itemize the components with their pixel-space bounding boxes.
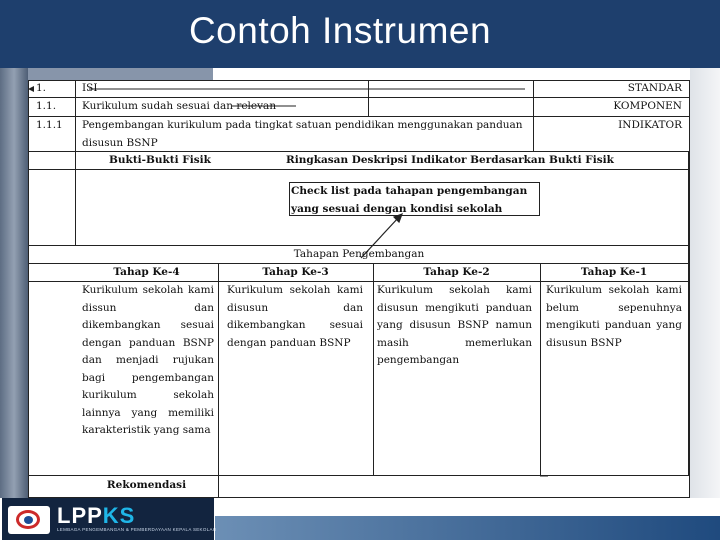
stage-2-label: Tahap Ke-2 xyxy=(423,266,490,278)
row-text-komponen: Kurikulum sudah sesuai dan relevan xyxy=(82,100,277,112)
summary-header: Ringkasan Deskripsi Indikator Berdasarkan Bukti Fisik xyxy=(286,154,614,166)
stage-3-label: Tahap Ke-3 xyxy=(262,266,329,278)
background-right-decoration xyxy=(690,68,720,498)
stage-1-description: Kurikulum sekolah kami belum sepenuhnya mengikuti panduan yang disusun BSNP xyxy=(546,284,682,349)
row-number-komponen: 1.1. xyxy=(36,100,57,112)
stage-4-description: Kurikulum sekolah kami dissun dan dikembangkan sesuai dengan panduan BSNP dan menjadi rujukan bagi pengembangan kurikulum sekolah lainnya yang memiliki karakteristik yang sama xyxy=(82,284,214,436)
row-text-standar: ISI xyxy=(82,82,98,94)
row-level-standar: STANDAR xyxy=(627,82,682,94)
row-number-indikator: 1.1.1 xyxy=(36,119,63,131)
stages-header: Tahapan Pengembangan xyxy=(293,248,425,260)
slide-header xyxy=(0,0,720,68)
logo-name: LPPKS xyxy=(57,503,136,528)
background-top-decoration xyxy=(28,68,213,80)
row-number-standar: 1. xyxy=(36,82,47,94)
background-left-decoration xyxy=(0,68,28,498)
stage-4-label: Tahap Ke-4 xyxy=(113,266,180,278)
logo-emblem-icon xyxy=(8,506,50,534)
stage-1-label: Tahap Ke-1 xyxy=(580,266,648,278)
row-text-indikator: Pengembangan kurikulum pada tingkat satuan pendidikan menggunakan panduan disusun BSNP xyxy=(82,119,523,149)
evidence-header: Bukti-Bukti Fisik xyxy=(109,154,211,166)
slide-title: Contoh Instrumen xyxy=(188,10,492,51)
footer-band xyxy=(215,516,720,540)
callout-text: Check list pada tahapan pengembangan yang sesuai dengan kondisi sekolah xyxy=(291,185,528,215)
instrument-document xyxy=(28,80,690,498)
recommendation-label: Rekomendasi xyxy=(106,479,187,491)
row-level-komponen: KOMPONEN xyxy=(613,100,682,112)
logo-tagline: LEMBAGA PENGEMBANGAN & PEMBERDAYAAN KEPALA SEKOLAH xyxy=(57,527,217,532)
stage-3-description: Kurikulum sekolah kami disusun dan dikembangkan sesuai dengan panduan BSNP xyxy=(227,284,363,349)
row-level-indikator: INDIKATOR xyxy=(618,119,682,131)
stage-2-description: Kurikulum sekolah kami disusun mengikuti panduan yang disusun BSNP namun masih memerlukan pengembangan xyxy=(377,284,532,366)
